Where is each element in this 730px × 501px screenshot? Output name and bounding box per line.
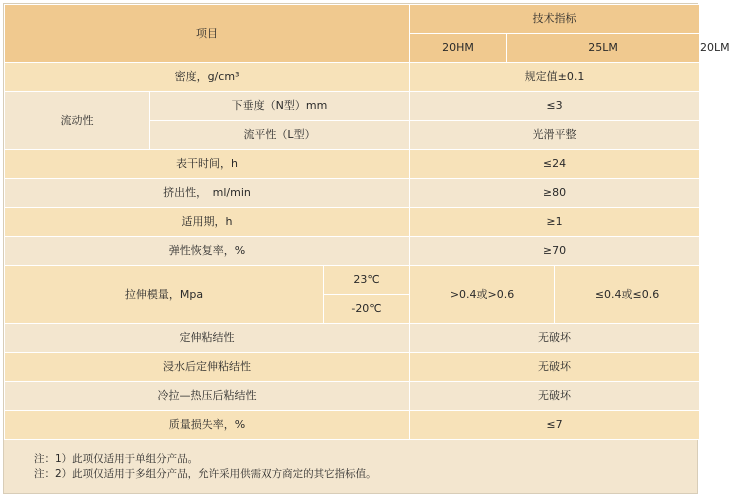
row-density [5,63,700,92]
mass-loss-label: 质量损失率，% [5,411,410,440]
level-label: 流平性（L型） [150,121,410,150]
pot-life-value: ≥1 [410,208,700,237]
modulus-value-lm: ≤0.4或≤0.6 [555,266,700,324]
row-cold-hot [5,382,700,411]
note-2: 注：2）此项仅适用于多组分产品，允许采用供需双方商定的其它指标值。 [34,468,377,480]
pot-life-label: 适用期，h [5,208,410,237]
elastic-value: ≥70 [410,237,700,266]
row-surface-dry [5,150,700,179]
elastic-label: 弹性恢复率，% [5,237,410,266]
row-fixed-adhesion [5,324,700,353]
header-tech: 技术指标 [410,5,700,34]
level-value: 光滑平整 [410,121,700,150]
row-pot-life [5,208,700,237]
cold-hot-label: 冷拉—热压后粘结性 [5,382,410,411]
surface-dry-label: 表干时间，h [5,150,410,179]
sag-label: 下垂度（N型）mm [150,92,410,121]
notes-section [4,440,697,482]
surface-dry-value: ≤24 [410,150,700,179]
row-elastic [5,237,700,266]
note-1: 注：1）此项仅适用于单组分产品。 [34,453,199,465]
header-col-25lm: 25LM [507,34,700,63]
modulus-temp-23: 23℃ [324,266,410,295]
sag-value: ≤3 [410,92,700,121]
modulus-value-hm: >0.4或>0.6 [410,266,555,324]
row-sag [5,92,700,121]
extrude-value: ≥80 [410,179,700,208]
density-label: 密度，g/cm³ [5,63,410,92]
header-row-1 [5,5,700,34]
water-adhesion-label: 浸水后定伸粘结性 [5,353,410,382]
flow-group-label: 流动性 [5,92,150,150]
header-item: 项目 [5,5,410,63]
row-mass-loss [5,411,700,440]
mass-loss-value: ≤7 [410,411,700,440]
row-modulus-23 [5,266,700,295]
modulus-label: 拉伸模量，Mpa [5,266,324,324]
fixed-adhesion-label: 定伸粘结性 [5,324,410,353]
row-water-adhesion [5,353,700,382]
spec-table-container [3,3,730,494]
spec-table [4,4,730,440]
header-row-2: 20HM 25LM 20LM [5,34,700,63]
header-col-20hm: 20HM [410,34,507,63]
water-adhesion-value: 无破坏 [410,353,700,382]
cold-hot-value: 无破坏 [410,382,700,411]
row-extrude [5,179,700,208]
density-value: 规定值±0.1 [410,63,700,92]
modulus-temp-minus20: -20℃ [324,295,410,324]
fixed-adhesion-value: 无破坏 [410,324,700,353]
extrude-label: 挤出性， ml/min [5,179,410,208]
